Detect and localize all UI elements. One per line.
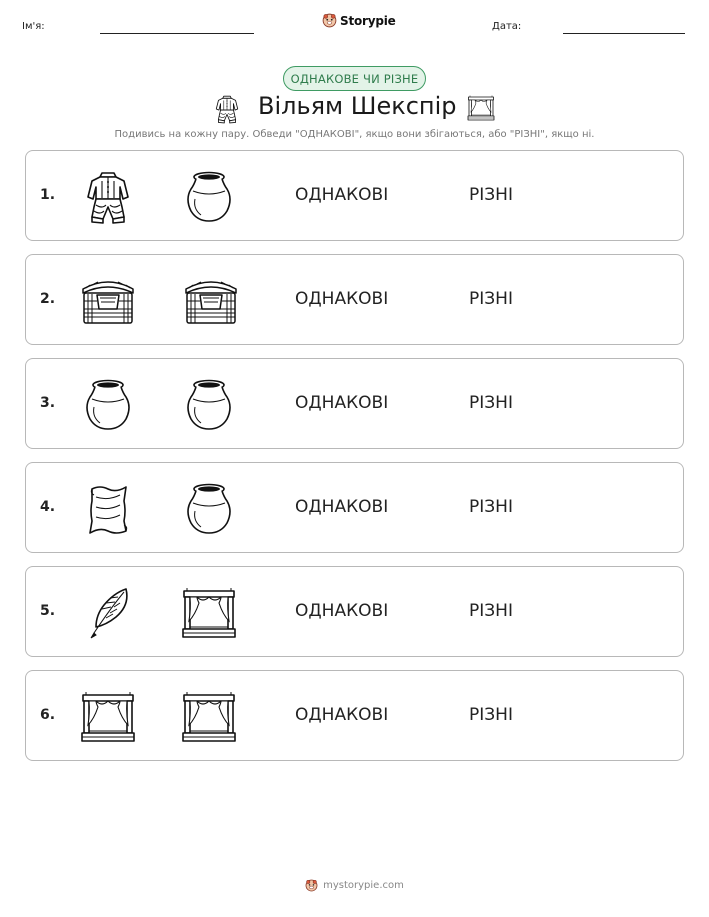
question-card	[25, 566, 684, 657]
same-option[interactable]: ОДНАКОВІ	[295, 705, 389, 725]
question-number: 4.	[40, 499, 56, 515]
costume-icon	[80, 169, 136, 225]
name-label: Ім'я:	[22, 21, 45, 32]
costume-icon	[212, 94, 242, 124]
date-label: Дата:	[492, 21, 522, 32]
same-option[interactable]: ОДНАКОВІ	[295, 601, 389, 621]
stage-icon	[467, 94, 495, 122]
footer-link[interactable]: mystorypie.com	[323, 880, 404, 891]
same-option[interactable]: ОДНАКОВІ	[295, 497, 389, 517]
storypie-logo-icon	[322, 13, 337, 28]
same-option[interactable]: ОДНАКОВІ	[295, 185, 389, 205]
question-number: 6.	[40, 707, 56, 723]
globe-theatre-icon	[80, 273, 136, 329]
question-number: 5.	[40, 603, 56, 619]
page-title: Вільям Шекспір	[258, 92, 457, 120]
different-option[interactable]: РІЗНІ	[469, 185, 513, 205]
question-number: 1.	[40, 187, 56, 203]
name-field-line[interactable]	[100, 33, 254, 34]
instructions: Подивись на кожну пару. Обведи "ОДНАКОВІ", якщо вони збігаються, або "РІЗНІ", якщо ні.	[114, 129, 595, 140]
storypie-logo-icon	[305, 879, 318, 892]
activity-type-badge: ОДНАКОВЕ ЧИ РІЗНЕ	[283, 66, 426, 91]
date-field-line[interactable]	[563, 33, 685, 34]
quill-icon	[80, 585, 136, 641]
pot-icon	[181, 169, 237, 225]
question-number: 2.	[40, 291, 56, 307]
title-row	[0, 92, 709, 126]
scroll-icon	[80, 481, 136, 537]
same-option[interactable]: ОДНАКОВІ	[295, 393, 389, 413]
pot-icon	[181, 377, 237, 433]
question-card	[25, 670, 684, 761]
different-option[interactable]: РІЗНІ	[469, 393, 513, 413]
different-option[interactable]: РІЗНІ	[469, 601, 513, 621]
stage-icon	[80, 689, 136, 745]
question-card	[25, 150, 684, 241]
stage-icon	[181, 585, 237, 641]
question-card	[25, 358, 684, 449]
brand-name: Storypie	[340, 13, 396, 28]
different-option[interactable]: РІЗНІ	[469, 289, 513, 309]
different-option[interactable]: РІЗНІ	[469, 497, 513, 517]
question-number: 3.	[40, 395, 56, 411]
pot-icon	[181, 481, 237, 537]
different-option[interactable]: РІЗНІ	[469, 705, 513, 725]
question-card	[25, 254, 684, 345]
stage-icon	[181, 689, 237, 745]
question-card	[25, 462, 684, 553]
footer	[0, 879, 709, 892]
brand-logo	[322, 13, 396, 28]
globe-theatre-icon	[183, 273, 239, 329]
pot-icon	[80, 377, 136, 433]
same-option[interactable]: ОДНАКОВІ	[295, 289, 389, 309]
